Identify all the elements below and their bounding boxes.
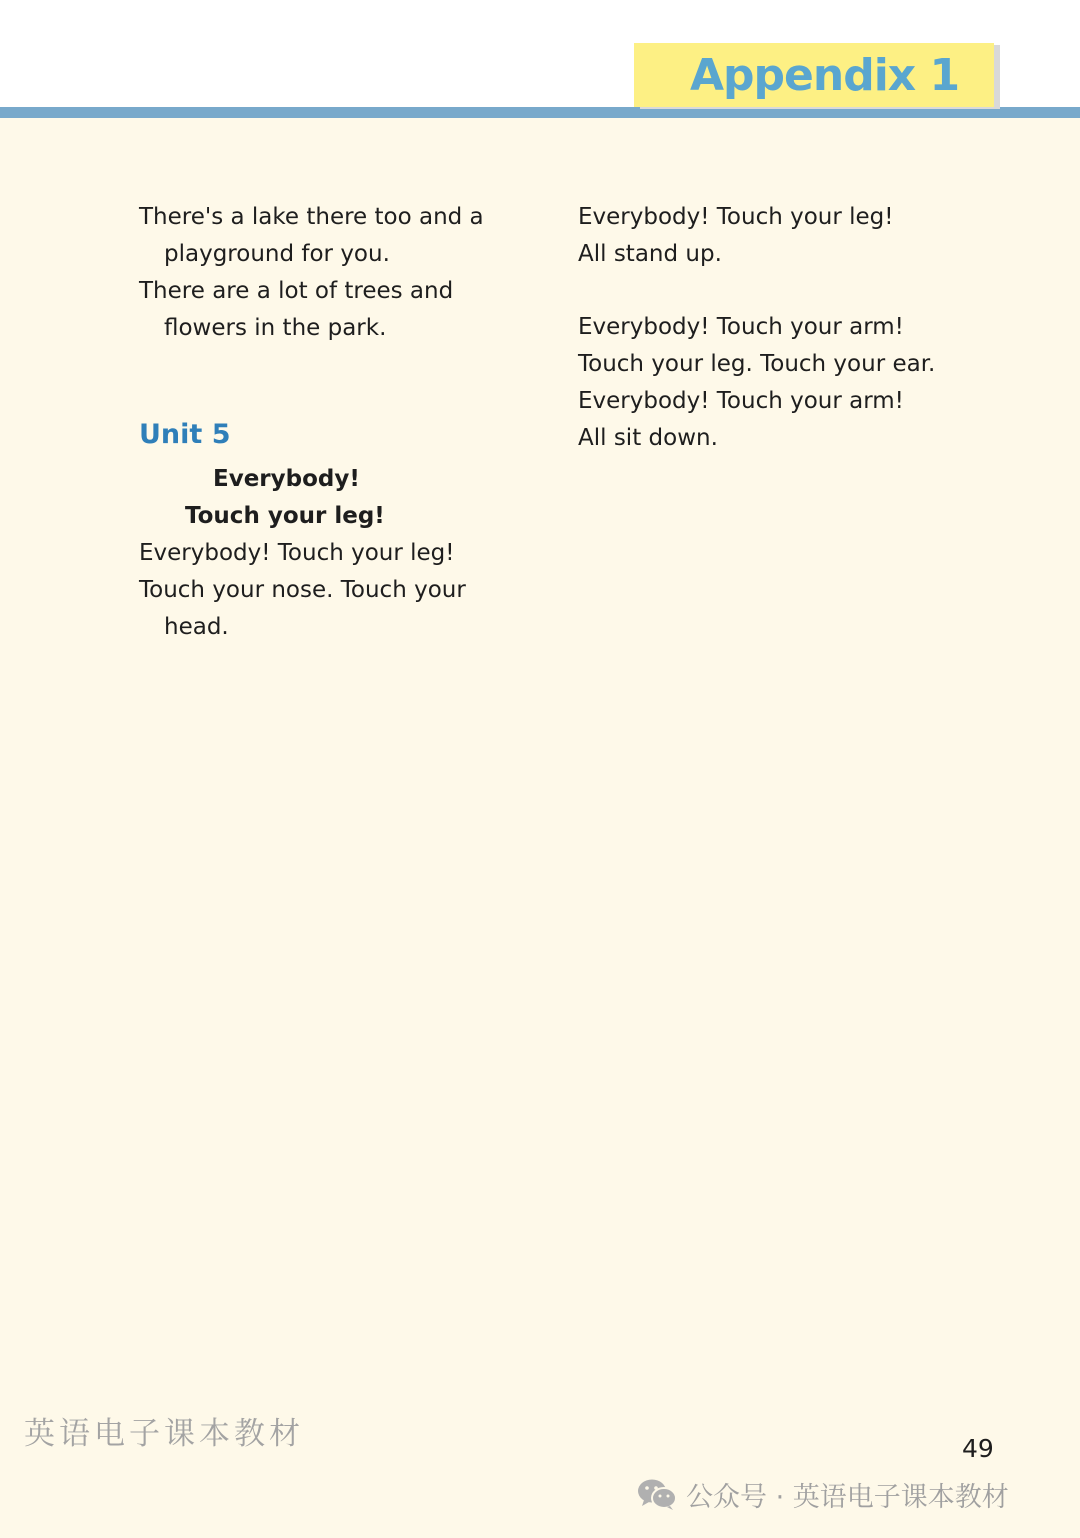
song-line: Touch your leg. Touch your ear. (578, 351, 936, 377)
watermark: 英语电子课本教材 (24, 1416, 304, 1452)
song-line: All sit down. (578, 425, 718, 451)
unit-heading: Unit 5 (139, 419, 231, 450)
page-number: 49 (962, 1434, 994, 1463)
left-column (139, 199, 484, 646)
wechat-label: 公众号 · 英语电子课本教材 (686, 1481, 1009, 1513)
appendix-title: Appendix 1 (690, 50, 960, 101)
wechat-footer (636, 1474, 1009, 1514)
text-line: flowers in the park. (164, 315, 387, 341)
song-line: All stand up. (578, 241, 722, 267)
text-line: There's a lake there too and a (139, 204, 484, 230)
song-title-line: Touch your leg! (185, 503, 385, 529)
right-column (578, 199, 935, 457)
text-line: playground for you. (164, 241, 390, 267)
song-line: Everybody! Touch your leg! (578, 204, 894, 230)
spacer (139, 347, 484, 413)
text-line: There are a lot of trees and (139, 278, 454, 304)
song-title-line: Everybody! (213, 466, 360, 492)
song-line: Everybody! Touch your leg! (139, 540, 455, 566)
song-line: Touch your nose. Touch your (139, 577, 466, 603)
wechat-icon (636, 1477, 678, 1511)
header-rule (0, 107, 1080, 118)
song-line: Everybody! Touch your arm! (578, 314, 904, 340)
song-line: head. (164, 614, 229, 640)
stanza-gap (578, 273, 935, 309)
song-line: Everybody! Touch your arm! (578, 388, 904, 414)
